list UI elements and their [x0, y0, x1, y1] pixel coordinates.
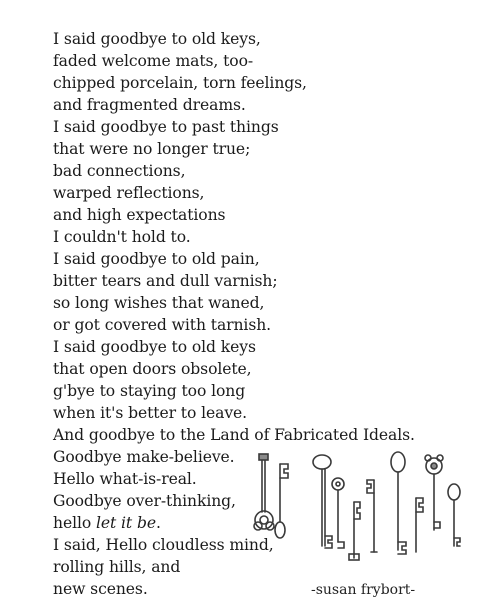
key-icon [349, 502, 360, 560]
poem-line: Hello what-is-real. [53, 470, 197, 488]
key-icon [391, 452, 406, 554]
key-icon [254, 454, 274, 530]
poem-line: bad connections, [53, 162, 186, 180]
poem-italic-text: let it be [96, 514, 156, 532]
poem-line: Goodbye make-believe. [53, 448, 235, 466]
poem-line: that were no longer true; [53, 140, 251, 158]
poem-line: that open doors obsolete, [53, 360, 252, 378]
key-icon [332, 478, 344, 548]
poem-line: g'bye to staying too long [53, 382, 246, 400]
poem-line: Goodbye over-thinking, [53, 492, 236, 510]
poem-line: I said goodbye to past things [53, 118, 279, 136]
poem-line: bitter tears and dull varnish; [53, 272, 278, 290]
poem-line: when it's better to leave. [53, 404, 248, 422]
poem-text: . [155, 514, 161, 532]
poem-text: hello [53, 514, 96, 532]
poem-line: or got covered with tarnish. [53, 316, 272, 334]
vintage-keys-illustration [250, 450, 470, 565]
poem-line: I said goodbye to old keys [53, 338, 256, 356]
poem-line: chipped porcelain, torn feelings, [53, 74, 307, 92]
signature: -susan frybort- [311, 582, 416, 598]
key-icon [448, 484, 460, 546]
poem-line: rolling hills, and [53, 558, 181, 576]
poem-line: I couldn't hold to. [53, 228, 191, 246]
poem-line: new scenes. [53, 580, 148, 598]
poem-line: so long wishes that waned, [53, 294, 265, 312]
key-icon [275, 464, 288, 538]
poem-line: warped reflections, [53, 184, 205, 202]
key-icon [367, 480, 377, 552]
key-icon [313, 455, 332, 548]
key-icon [416, 498, 423, 552]
poem-line: And goodbye to the Land of Fabricated Ideals. [53, 426, 415, 444]
poem-line: I said goodbye to old keys, [53, 30, 261, 48]
poem-line: faded welcome mats, too- [53, 52, 254, 70]
key-icon [425, 455, 443, 530]
poem-line: and high expectations [53, 206, 226, 224]
poem-line: and fragmented dreams. [53, 96, 246, 114]
poem-line: I said goodbye to old pain, [53, 250, 260, 268]
poem-line: I said, Hello cloudless mind, [53, 536, 274, 554]
